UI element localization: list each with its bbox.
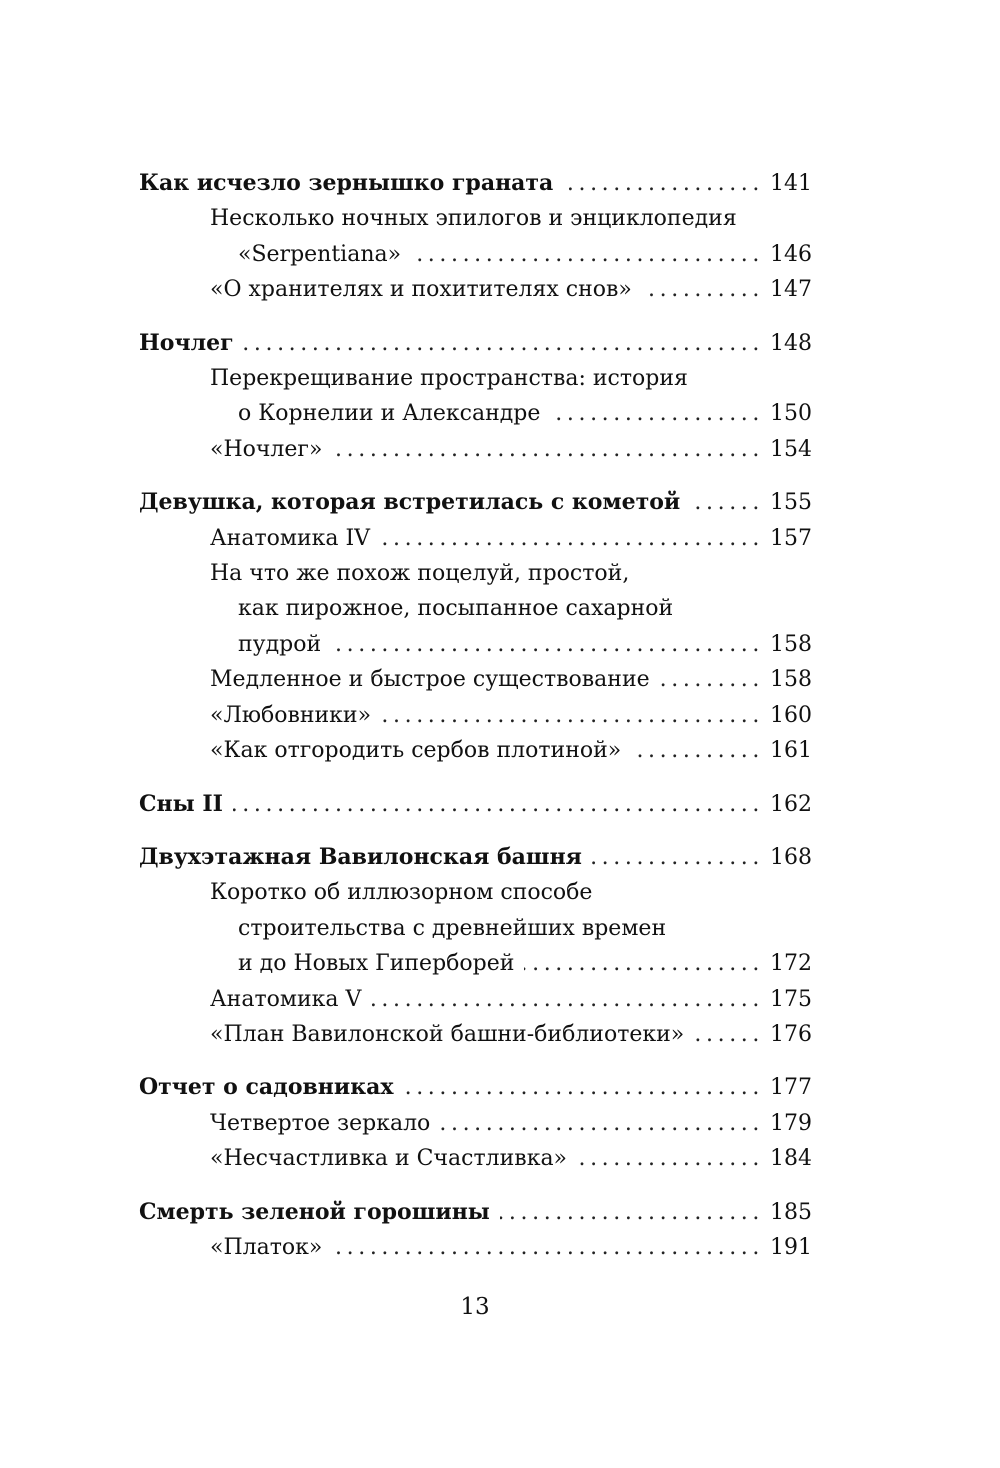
subentry-title: пудрой (238, 631, 322, 657)
subentry-title: Перекрещивание пространства: история (210, 366, 688, 392)
subentry-page: 172 (770, 951, 812, 977)
dot-leader (332, 1230, 764, 1265)
subentry-title: Анатомика V (210, 986, 362, 1012)
dot-leader (577, 1141, 764, 1176)
toc-subentry-line[interactable] (139, 982, 812, 1017)
toc-subentry-line[interactable] (139, 946, 812, 981)
dot-leader (440, 1106, 764, 1141)
chapter-title: Смерть зеленой горошины (139, 1198, 490, 1225)
dot-leader (380, 521, 764, 556)
toc-subentry-line[interactable] (139, 591, 812, 626)
dot-leader (694, 1017, 764, 1052)
toc-chapter-entry[interactable] (139, 326, 812, 361)
chapter-title: Сны II (139, 790, 223, 817)
chapter-page: 185 (770, 1199, 812, 1225)
chapter-page: 177 (770, 1075, 812, 1101)
subentry-title: «Платок» (210, 1234, 323, 1260)
toc-chapter-entry[interactable] (139, 1070, 812, 1105)
subentry-title: «Несчастливка и Счастливка» (210, 1146, 568, 1172)
subentry-title: На что же похож поцелуй, простой, (210, 561, 630, 587)
dot-leader (631, 733, 764, 768)
toc-chapter-entry[interactable] (139, 1195, 812, 1230)
dot-leader (690, 485, 764, 520)
dot-leader (381, 698, 764, 733)
toc-subentry-line[interactable] (139, 556, 812, 591)
chapter-title: Девушка, которая встретилась с кометой (139, 489, 681, 516)
dot-leader (403, 1070, 764, 1105)
subentry-title: «Serpentiana» (238, 241, 402, 267)
subentry-title: Медленное и быстрое существование (210, 667, 650, 693)
subentry-page: 147 (770, 277, 812, 303)
toc-section (139, 840, 812, 1052)
chapter-page: 141 (770, 171, 812, 196)
subentry-page: 158 (770, 667, 812, 693)
toc-section (139, 787, 812, 822)
toc-section (139, 1195, 812, 1266)
toc-subentry-line[interactable] (139, 911, 812, 946)
toc-subentry-line[interactable] (139, 432, 812, 467)
toc-subentry-line[interactable] (139, 396, 812, 431)
toc-subentry-line[interactable] (139, 698, 812, 733)
toc-subentry-line[interactable] (139, 627, 812, 662)
toc-chapter-entry[interactable] (139, 485, 812, 520)
dot-leader (244, 326, 764, 361)
subentry-title: Анатомика IV (210, 525, 371, 551)
subentry-title: «Как отгородить сербов плотиной» (210, 738, 622, 764)
dot-leader (233, 787, 764, 822)
dot-leader (642, 272, 764, 307)
subentry-title: «О хранителях и похитителях снов» (210, 277, 632, 303)
toc-subentry-line[interactable] (139, 521, 812, 556)
toc-subentry-line[interactable] (139, 361, 812, 396)
subentry-page: 158 (770, 631, 812, 657)
subentry-title: «Любовники» (210, 702, 372, 728)
subentry-page: 160 (770, 702, 812, 728)
toc-subentry-line[interactable] (139, 272, 812, 307)
toc-subentry-line[interactable] (139, 733, 812, 768)
subentry-page: 191 (770, 1234, 812, 1260)
subentry-title: Четвертое зеркало (210, 1110, 431, 1136)
dot-leader (411, 237, 764, 272)
dot-leader (563, 166, 764, 201)
toc-subentry-line[interactable] (139, 201, 812, 236)
toc-subentry-line[interactable] (139, 237, 812, 272)
subentry-page: 157 (770, 525, 812, 551)
toc-chapter-entry[interactable] (139, 787, 812, 822)
chapter-page: 162 (770, 791, 812, 817)
chapter-page: 155 (770, 490, 812, 516)
subentry-page: 175 (770, 986, 812, 1012)
page-number: 13 (460, 1294, 490, 1320)
subentry-title: Коротко об иллюзорном способе (210, 880, 593, 906)
subentry-title: как пирожное, посыпанное сахарной (238, 596, 674, 622)
dot-leader (660, 662, 764, 697)
chapter-title: Двухэтажная Вавилонская башня (139, 843, 582, 870)
toc-section (139, 1070, 812, 1176)
toc-subentry-line[interactable] (139, 1017, 812, 1052)
table-of-contents (139, 166, 812, 1283)
subentry-page: 161 (770, 738, 812, 764)
subentry-title: «План Вавилонской башни-библиотеки» (210, 1021, 685, 1047)
dot-leader (331, 627, 764, 662)
chapter-page: 148 (770, 330, 812, 356)
subentry-page: 146 (770, 241, 812, 267)
chapter-title: Отчет о садовниках (139, 1074, 394, 1101)
subentry-title: «Ночлег» (210, 436, 323, 462)
dot-leader (332, 432, 764, 467)
dot-leader (592, 840, 764, 875)
subentry-page: 179 (770, 1110, 812, 1136)
toc-subentry-line[interactable] (139, 1141, 812, 1176)
dot-leader (524, 946, 764, 981)
subentry-title: и до Новых Гиперборей (238, 951, 515, 977)
toc-section (139, 485, 812, 768)
toc-subentry-line[interactable] (139, 1230, 812, 1265)
toc-section (139, 326, 812, 468)
toc-subentry-line[interactable] (139, 875, 812, 910)
dot-leader (550, 396, 764, 431)
toc-section (139, 166, 812, 308)
subentry-title: Несколько ночных эпилогов и энциклопедия (210, 206, 737, 232)
dot-leader (371, 982, 764, 1017)
subentry-page: 150 (770, 401, 812, 427)
subentry-title: строительства с древнейших времен (238, 915, 667, 941)
toc-subentry-line[interactable] (139, 662, 812, 697)
chapter-title: Как исчезло зернышко граната (139, 170, 554, 196)
chapter-title: Ночлег (139, 329, 234, 356)
toc-chapter-entry[interactable] (139, 166, 812, 201)
subentry-page: 176 (770, 1021, 812, 1047)
toc-chapter-entry[interactable] (139, 840, 812, 875)
subentry-page: 154 (770, 436, 812, 462)
toc-subentry-line[interactable] (139, 1106, 812, 1141)
subentry-title: о Корнелии и Александре (238, 401, 541, 427)
subentry-page: 184 (770, 1146, 812, 1172)
dot-leader (500, 1195, 764, 1230)
chapter-page: 168 (770, 844, 812, 870)
